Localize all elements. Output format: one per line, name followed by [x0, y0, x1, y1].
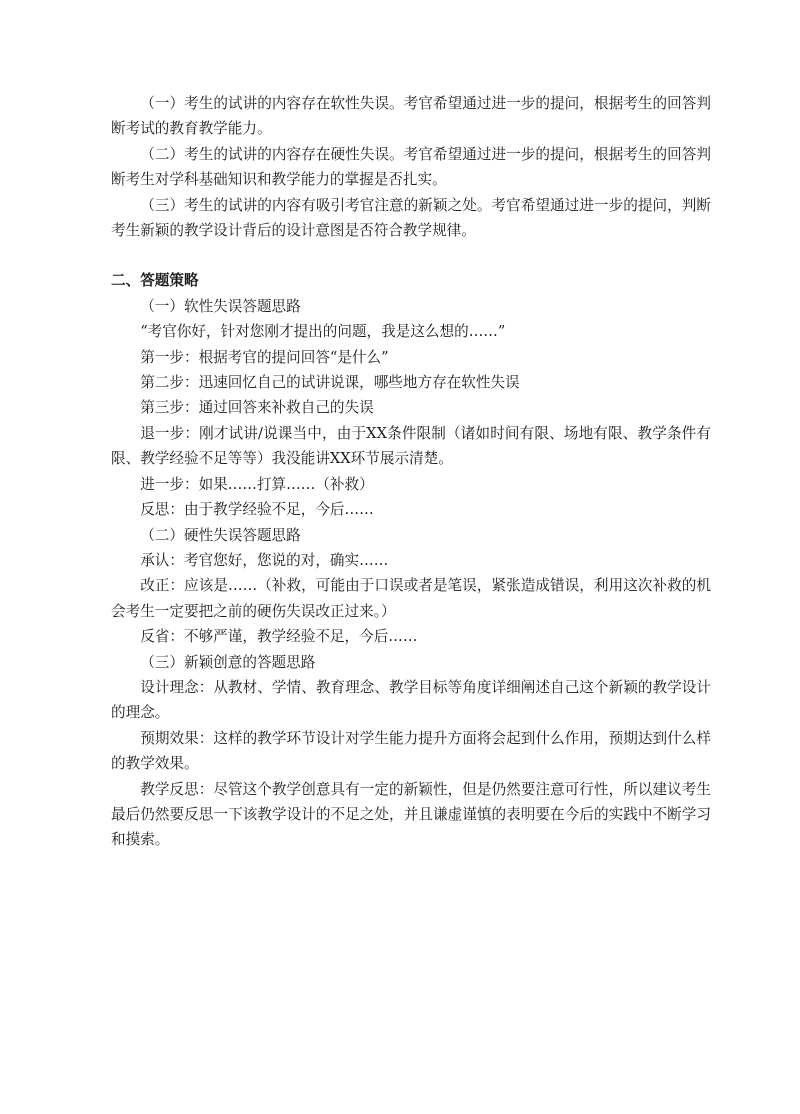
- step-back: 退一步：刚才试讲/说课当中，由于XX条件限制（诸如时间有限、场地有限、教学条件有限、教学经验不足等等）我没能讲XX环节展示清楚。: [111, 424, 711, 468]
- section-heading: 二、答题策略: [111, 272, 199, 290]
- subheading-hard-errors: （二）硬性失误答题思路: [140, 526, 301, 544]
- expected-effect: 预期效果：这样的教学环节设计对学生能力提升方面将会起到什么作用，预期达到什么样的教学效果。: [111, 729, 711, 773]
- step-forward: 进一步：如果……打算……（补救）: [140, 475, 374, 493]
- correct: 改正：应该是……（补救，可能由于口误或者是笔误，紧张造成错误，利用这次补救的机会考生一定要把之前的硬伤失误改正过来。）: [111, 577, 711, 620]
- step-3: 第三步：通过回答来补救自己的失误: [140, 399, 374, 417]
- subheading-soft-errors: （一）软性失误答题思路: [140, 297, 301, 315]
- intro-paragraph-2: （二）考生的试讲的内容存在硬性失误。考官希望通过进一步的提问，根据考生的回答判断考生对学科基础知识和教学能力的掌握是否扎实。: [111, 145, 711, 189]
- step-2: 第二步：迅速回忆自己的试讲说课，哪些地方存在软性失误: [140, 374, 520, 392]
- design-concept: 设计理念：从教材、学情、教育理念、教学目标等角度详细阐述自己这个新颖的教学设计的理念。: [111, 678, 711, 722]
- teaching-reflection: 教学反思：尽管这个教学创意具有一定的新颖性，但是仍然要注意可行性，所以建议考生最后仍然要反思一下该教学设计的不足之处，并且谦虚谨慎的表明要在今后的实践中不断学习和摸索。: [111, 780, 711, 849]
- document-page: [111, 91, 711, 853]
- intro-paragraph-1: （一）考生的试讲的内容存在软性失误。考官希望通过进一步的提问，根据考生的回答判断考试的教育教学能力。: [111, 95, 711, 138]
- intro-paragraph-3: （三）考生的试讲的内容有吸引考官注意的新颖之处。考官希望通过进一步的提问，判断考生新颖的教学设计背后的设计意图是否符合教学规律。: [111, 196, 711, 240]
- subheading-novel-ideas: （三）新颖创意的答题思路: [140, 653, 316, 671]
- sample-opening: “考官你好，针对您刚才提出的问题，我是这么想的……”: [140, 323, 506, 341]
- step-1: 第一步：根据考官的提问回答“是什么”: [140, 348, 389, 366]
- admit: 承认：考官您好，您说的对，确实……: [140, 551, 389, 569]
- reflection-hard: 反省：不够严谨，教学经验不足，今后……: [140, 628, 418, 646]
- reflection-soft: 反思：由于教学经验不足，今后……: [140, 501, 374, 519]
